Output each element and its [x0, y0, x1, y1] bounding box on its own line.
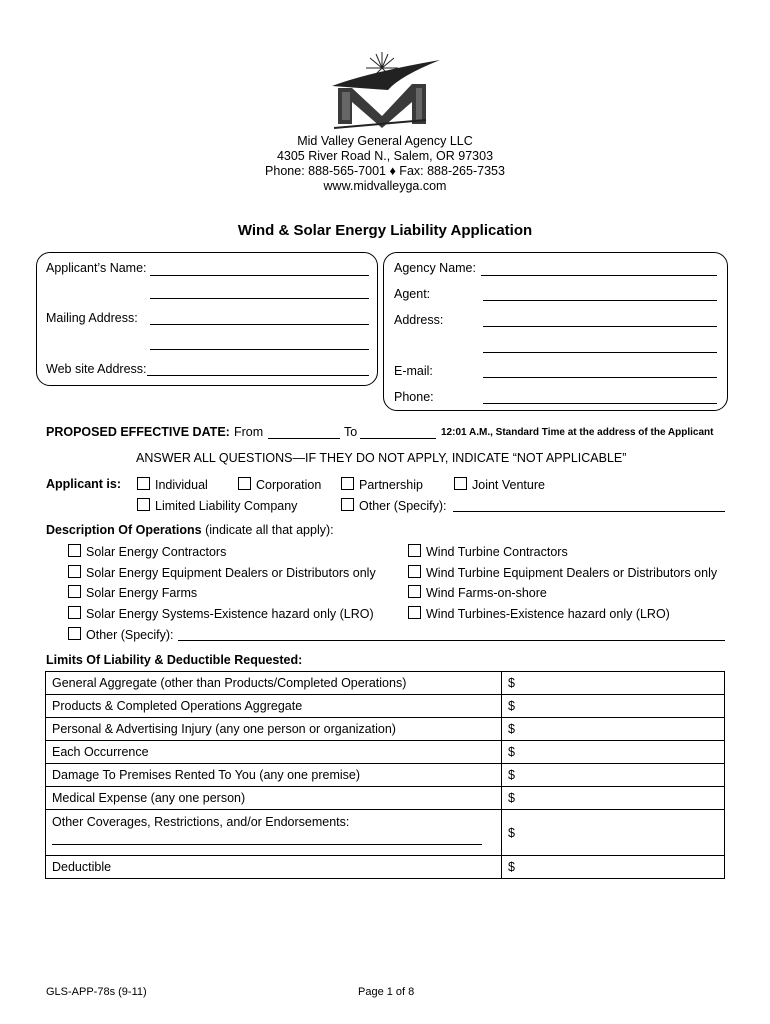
other-coverages-field[interactable] [52, 844, 482, 845]
email-field[interactable] [483, 377, 717, 378]
answer-all-instruction: ANSWER ALL QUESTIONS—IF THEY DO NOT APPLY, INDICATE “NOT APPLICABLE” [136, 451, 627, 465]
company-address-block [0, 134, 770, 194]
limit-amount-field[interactable]: $ [502, 741, 725, 764]
checkbox-corporation[interactable] [238, 477, 251, 490]
limit-label: Each Occurrence [46, 741, 502, 764]
company-address: 4305 River Road N., Salem, OR 97303 [276, 149, 494, 163]
operation-solar-dealers[interactable] [68, 565, 376, 580]
limits-table [45, 671, 725, 879]
company-phone-fax: Phone: 888-565-7001 ♦ Fax: 888-265-7353 [265, 164, 505, 178]
wind-contractors-label: Wind Turbine Contractors [426, 545, 568, 559]
operation-solar-contractors[interactable] [68, 544, 226, 559]
operation-wind-contractors[interactable] [408, 544, 568, 559]
other-coverages-cell [46, 810, 502, 856]
llc-label: Limited Liability Company [155, 499, 298, 513]
agency-name-field[interactable] [481, 275, 717, 276]
effective-date-from-field[interactable] [268, 438, 340, 439]
operation-solar-existence[interactable] [68, 606, 374, 621]
operation-wind-existence[interactable] [408, 606, 670, 621]
limit-amount-field[interactable]: $ [502, 695, 725, 718]
applicant-type-partnership[interactable] [341, 477, 423, 492]
effective-date-to-label: To [344, 425, 358, 439]
website-address-label: Web site Address: [46, 362, 147, 376]
operation-solar-farms[interactable] [68, 585, 197, 600]
limit-amount-field[interactable]: $ [502, 718, 725, 741]
agent-label: Agent: [394, 287, 431, 301]
agency-address-label: Address: [394, 313, 444, 327]
effective-date-label: PROPOSED EFFECTIVE DATE: [46, 425, 230, 439]
table-row [46, 810, 725, 856]
form-id: GLS-APP-78s (9-11) [46, 986, 147, 998]
applicant-name-field-2[interactable] [150, 298, 369, 299]
deductible-amount-field[interactable]: $ [502, 856, 725, 879]
operation-wind-farms[interactable] [408, 585, 547, 600]
applicant-type-individual[interactable] [137, 477, 208, 492]
limit-label: Personal & Advertising Injury (any one person or organization) [46, 718, 502, 741]
checkbox-operation-other[interactable] [68, 627, 81, 640]
checkbox-joint-venture[interactable] [454, 477, 467, 490]
mailing-address-label: Mailing Address: [46, 311, 138, 325]
solar-dealers-label: Solar Energy Equipment Dealers or Distributors only [86, 566, 376, 580]
mid-valley-m-logo-icon [330, 50, 442, 132]
operation-wind-dealers[interactable] [408, 565, 717, 580]
limit-amount-field[interactable]: $ [502, 764, 725, 787]
limit-amount-field[interactable]: $ [502, 787, 725, 810]
company-name: Mid Valley General Agency LLC [297, 134, 473, 148]
operations-heading-text: Description Of Operations [46, 523, 202, 537]
operation-other[interactable] [68, 627, 174, 642]
limit-amount-field[interactable]: $ [502, 810, 725, 856]
limit-label: Products & Completed Operations Aggregate [46, 695, 502, 718]
solar-farms-label: Solar Energy Farms [86, 586, 198, 600]
agency-address-field-2[interactable] [483, 352, 717, 353]
checkbox-solar-contractors[interactable] [68, 544, 81, 557]
checkbox-wind-existence[interactable] [408, 606, 421, 619]
operations-heading [46, 523, 334, 537]
phone-label: Phone: [394, 390, 434, 404]
applicant-type-other[interactable] [341, 498, 447, 513]
agency-address-field[interactable] [483, 326, 717, 327]
other-type-specify-field[interactable] [453, 511, 725, 512]
checkbox-wind-farms[interactable] [408, 585, 421, 598]
wind-existence-label: Wind Turbines-Existence hazard only (LRO) [426, 607, 670, 621]
effective-date-from-label: From [234, 425, 264, 439]
checkbox-partnership[interactable] [341, 477, 354, 490]
table-row [46, 787, 725, 810]
limit-amount-field[interactable]: $ [502, 672, 725, 695]
agent-field[interactable] [483, 300, 717, 301]
table-row [46, 741, 725, 764]
checkbox-wind-contractors[interactable] [408, 544, 421, 557]
form-title: Wind & Solar Energy Liability Application [237, 222, 533, 239]
operation-other-label: Other (Specify): [86, 628, 174, 642]
phone-field[interactable] [483, 403, 717, 404]
applicant-name-field[interactable] [150, 275, 369, 276]
agency-name-label: Agency Name: [394, 261, 476, 275]
wind-dealers-label: Wind Turbine Equipment Dealers or Distributors only [426, 566, 718, 580]
individual-label: Individual [155, 478, 208, 492]
table-row [46, 672, 725, 695]
table-row [46, 856, 725, 879]
company-website: www.midvalleyga.com [323, 179, 447, 193]
mailing-address-field[interactable] [150, 324, 369, 325]
solar-contractors-label: Solar Energy Contractors [86, 545, 227, 559]
operations-heading-note: (indicate all that apply): [205, 523, 334, 537]
checkbox-individual[interactable] [137, 477, 150, 490]
checkbox-solar-farms[interactable] [68, 585, 81, 598]
table-row [46, 695, 725, 718]
applicant-type-llc[interactable] [137, 498, 297, 513]
corporation-label: Corporation [256, 478, 322, 492]
applicant-name-label: Applicant’s Name: [46, 261, 147, 275]
applicant-type-joint-venture[interactable] [454, 477, 545, 492]
mailing-address-field-2[interactable] [150, 349, 369, 350]
limit-label: Medical Expense (any one person) [46, 787, 502, 810]
checkbox-solar-dealers[interactable] [68, 565, 81, 578]
wind-farms-label: Wind Farms-on-shore [426, 586, 547, 600]
solar-existence-label: Solar Energy Systems-Existence hazard only (LRO) [86, 607, 374, 621]
applicant-type-corporation[interactable] [238, 477, 321, 492]
partnership-label: Partnership [359, 478, 423, 492]
applicant-is-label: Applicant is: [46, 477, 122, 491]
table-row [46, 718, 725, 741]
table-row [46, 764, 725, 787]
joint-venture-label: Joint Venture [472, 478, 545, 492]
limit-label: Deductible [46, 856, 502, 879]
operation-other-specify-field[interactable] [178, 640, 725, 641]
checkbox-llc[interactable] [137, 498, 150, 511]
limit-label: Other Coverages, Restrictions, and/or Endorsements: [52, 815, 350, 829]
limit-label: General Aggregate (other than Products/Completed Operations) [46, 672, 502, 695]
limits-heading: Limits Of Liability & Deductible Requested: [46, 653, 303, 667]
limit-label: Damage To Premises Rented To You (any one premise) [46, 764, 502, 787]
checkbox-wind-dealers[interactable] [408, 565, 421, 578]
page-number: Page 1 of 8 [358, 986, 415, 998]
checkbox-solar-existence[interactable] [68, 606, 81, 619]
effective-date-to-field[interactable] [360, 438, 436, 439]
email-label: E-mail: [394, 364, 433, 378]
website-address-field[interactable] [147, 375, 369, 376]
checkbox-other-type[interactable] [341, 498, 354, 511]
other-type-label: Other (Specify): [359, 499, 447, 513]
effective-time-note: 12:01 A.M., Standard Time at the address of the Applicant [441, 427, 714, 438]
